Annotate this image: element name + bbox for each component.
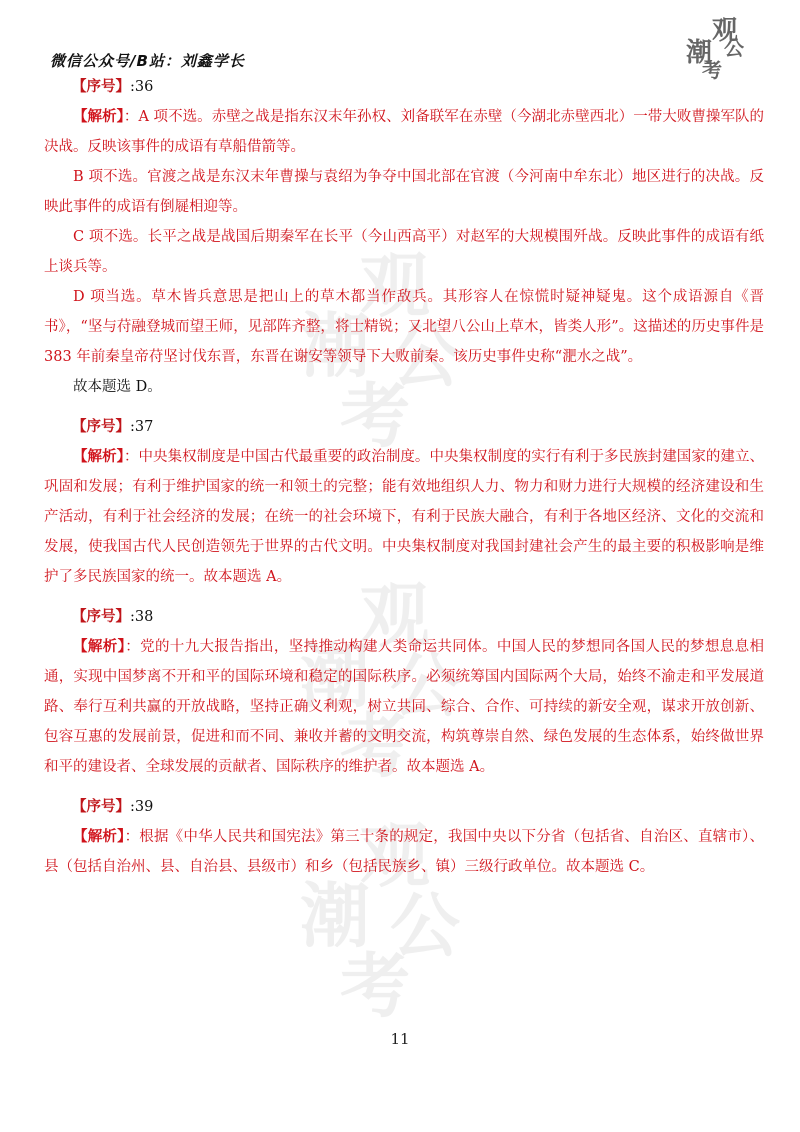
logo-char: 考 xyxy=(702,58,722,82)
logo-char: 潮 xyxy=(686,38,713,68)
watermark-char: 考 xyxy=(340,374,410,457)
logo-char: 公 xyxy=(724,36,744,60)
question-label: 【序号】 xyxy=(72,798,130,815)
explanation-paragraph xyxy=(44,442,764,592)
explanation-paragraph xyxy=(44,222,764,282)
explanation-paragraph xyxy=(44,162,764,222)
conclusion: 故本题选 D。 xyxy=(73,379,162,395)
watermark-char: 公 xyxy=(390,884,460,967)
question-number xyxy=(72,794,764,820)
question-label: 【序号】 xyxy=(72,418,130,435)
answer-entry-39 xyxy=(44,794,764,882)
watermark-char: 公 xyxy=(390,314,460,397)
explanation-text: C 项不选。长平之战是战国后期秦军在长平（今山西高平）对赵军的大规模围歼战。反映此事件的成语有纸上谈兵等。 xyxy=(44,229,764,275)
watermark-char: 公 xyxy=(390,644,460,727)
explanation-label: 【解析】 xyxy=(73,828,125,845)
explanation-text: ：中央集权制度是中国古代最重要的政治制度。中央集权制度的实行有利于多民族封建国家的建立、巩固和发展；有利于维护国家的统一和领土的完整；能有效地组织人力、物力和财力进行大规模的经济建设和生产活动，有利于社会经济的发展；在统一的社会环境下，有利于民族大融合，有利于各地区经济、文化的交流和发展，使我国古代人民创造领先于世界的古代文明。中央集权制度对我国封建社会产生的最主要的积极影响是维护了多民族国家的统一。故本题选 A。 xyxy=(44,449,765,585)
explanation-paragraph xyxy=(44,102,764,162)
explanation-text: ：A 项不选。赤壁之战是指东汉末年孙权、刘备联军在赤壁（今湖北赤壁西北）一带大败曹操军队的决战。反映该事件的成语有草船借箭等。 xyxy=(44,109,765,155)
explanation-text: ：党的十九大报告指出，坚持推动构建人类命运共同体。中国人民的梦想同各国人民的梦想息息相通，实现中国梦离不开和平的国际环境和稳定的国际秩序。必须统筹国内国际两个大局，始终不渝走和平发展道路、奉行互利共赢的开放战略，坚持正确义利观，树立共同、综合、合作、可持续的新安全观，谋求开放创新、包容互惠的发展前景，促进和而不同、兼收并蓄的文明交流，构筑尊崇自然、绿色发展的生态体系，始终做世界和平的建设者、全球发展的贡献者、国际秩序的维护者。故本题选 A。 xyxy=(44,639,765,775)
watermark-char: 观 xyxy=(360,814,430,897)
explanation-label: 【解析】 xyxy=(73,108,124,125)
watermark-char: 考 xyxy=(340,704,410,787)
watermark-char: 考 xyxy=(340,944,410,1027)
explanation-paragraph xyxy=(44,632,764,782)
page-number: 11 xyxy=(390,1030,410,1048)
watermark-char: 观 xyxy=(360,244,430,327)
explanation-paragraph xyxy=(44,822,764,882)
watermark-char: 潮 xyxy=(300,304,370,387)
question-label: 【序号】 xyxy=(72,78,130,95)
question-number-value: :37 xyxy=(130,419,154,435)
watermark-char: 潮 xyxy=(300,634,370,717)
question-label: 【序号】 xyxy=(72,608,130,625)
question-number-value: :39 xyxy=(130,799,154,815)
answer-entry-38 xyxy=(44,604,764,782)
question-number xyxy=(72,414,764,440)
explanation-text: B 项不选。官渡之战是东汉末年曹操与袁绍为争夺中国北部在官渡（今河南中牟东北）地区进行的决战。反映此事件的成语有倒屣相迎等。 xyxy=(44,169,764,215)
watermark-char: 潮 xyxy=(300,874,370,957)
question-number-value: :36 xyxy=(130,79,154,95)
explanation-label: 【解析】 xyxy=(73,448,124,465)
watermark-char: 观 xyxy=(360,574,430,657)
answer-entry-36 xyxy=(44,74,764,402)
question-number-value: :38 xyxy=(130,609,154,625)
page-header: 微信公众号/B站：刘鑫学长 xyxy=(50,52,245,70)
question-number xyxy=(72,74,764,100)
logo xyxy=(676,10,756,80)
explanation-text: D 项当选。草木皆兵意思是把山上的草木都当作敌兵。其形容人在惊慌时疑神疑鬼。这个成语源自《晋书》，“坚与苻融登城而望王师，见部阵齐整，将士精锐；又北望八公山上草木，皆类人形”。这描述的历史事件是 383 年前秦皇帝苻坚讨伐东晋，东晋在谢安等领导下大败前秦。该历史事件史称“淝水之战”。 xyxy=(44,289,764,365)
explanation-paragraph xyxy=(44,282,764,372)
question-number xyxy=(72,604,764,630)
answer-content xyxy=(44,74,764,882)
logo-char: 观 xyxy=(712,16,739,46)
explanation-text: ：根据《中华人民共和国宪法》第三十条的规定，我国中央以下分省（包括省、自治区、直辖市）、县（包括自治州、县、自治县、县级市）和乡（包括民族乡、镇）三级行政单位。故本题选 C。 xyxy=(44,829,764,875)
explanation-label: 【解析】 xyxy=(73,638,126,655)
answer-entry-37 xyxy=(44,414,764,592)
